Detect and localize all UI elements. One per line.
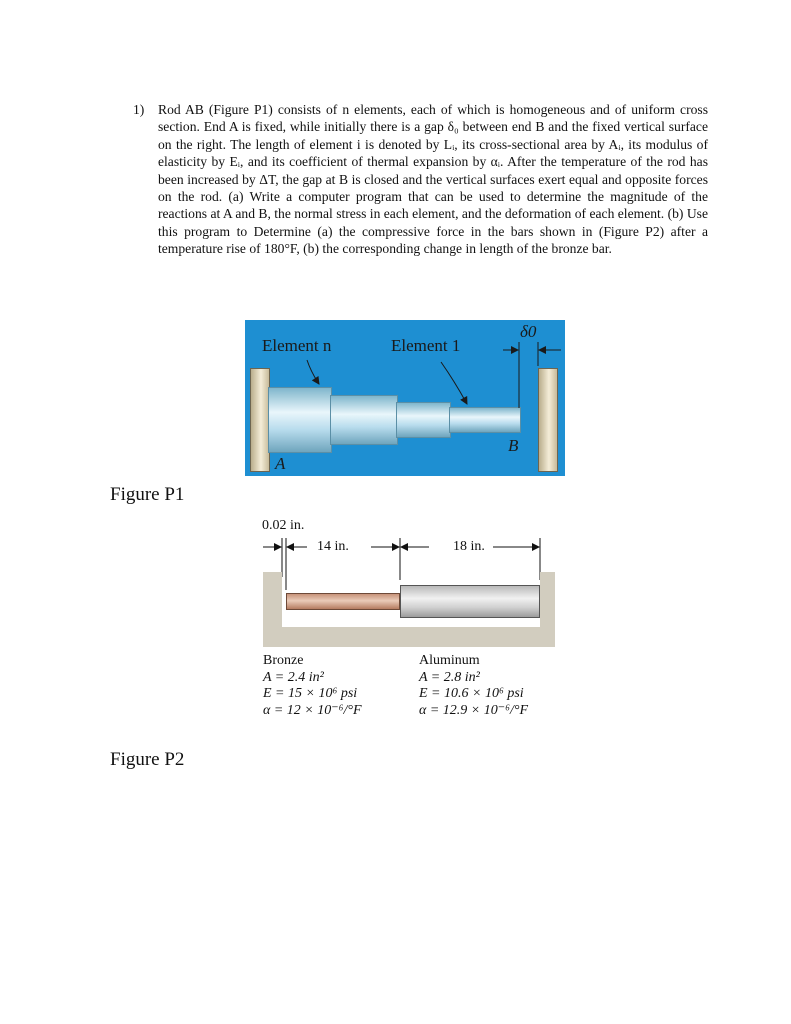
label-gap: δ0 [520,322,537,341]
figure-p2 [255,515,555,740]
problem-text: Rod AB (Figure P1) consists of n elements, each of which is homogeneous and of uniform cross section. End A is fixed, while initially there is a gap δ₀ between end B and the fixed vertical surface on the right. The length of element i is denoted by Lᵢ, its cross-sectional area by Aᵢ, its modulus of elasticity by Eᵢ, and its coefficient of thermal expansion by αᵢ. After the temperature of the rod has been increased by ΔT, the gap at B is closed and the vertical surfaces exert equal and opposite forces on the rod. (a) Write a computer program that can be used to determine the magnitude of the reactions at A and B, the normal stress in each element, and the deformation of each element. (b) Use this program to Determine (a) the compressive force in the bars shown in (Figure P2) after a temperature rise of 180°F, (b) the corresponding change in length of the bronze bar. [158,102,708,257]
aluminum-bar [400,585,540,618]
support-base [263,627,555,647]
figure-p2-caption: Figure P2 [110,749,185,770]
aluminum-modulus: E = 10.6 × 10⁶ psi [419,686,524,701]
aluminum-length-label: 18 in. [453,539,485,554]
figure-p1 [245,320,565,476]
bronze-length-label: 14 in. [317,539,349,554]
bronze-modulus: E = 15 × 10⁶ psi [263,686,358,701]
label-end-b: B [508,436,519,455]
aluminum-area: A = 2.8 in² [419,669,480,685]
aluminum-properties [419,653,528,719]
label-end-a: A [275,454,286,473]
bronze-area: A = 2.4 in² [263,669,324,685]
aluminum-name: Aluminum [419,653,480,668]
bronze-properties [263,653,362,719]
bronze-bar [286,593,400,610]
gap-label: 0.02 in. [262,518,305,533]
figure-p1-caption: Figure P1 [110,484,185,505]
label-element-1: Element 1 [391,336,461,355]
label-element-n: Element n [262,336,332,355]
problem-statement [133,101,708,258]
bronze-alpha: α = 12 × 10⁻⁶/°F [263,702,362,718]
problem-number: 1) [133,102,145,117]
bronze-name: Bronze [263,653,304,668]
aluminum-alpha: α = 12.9 × 10⁻⁶/°F [419,702,529,718]
